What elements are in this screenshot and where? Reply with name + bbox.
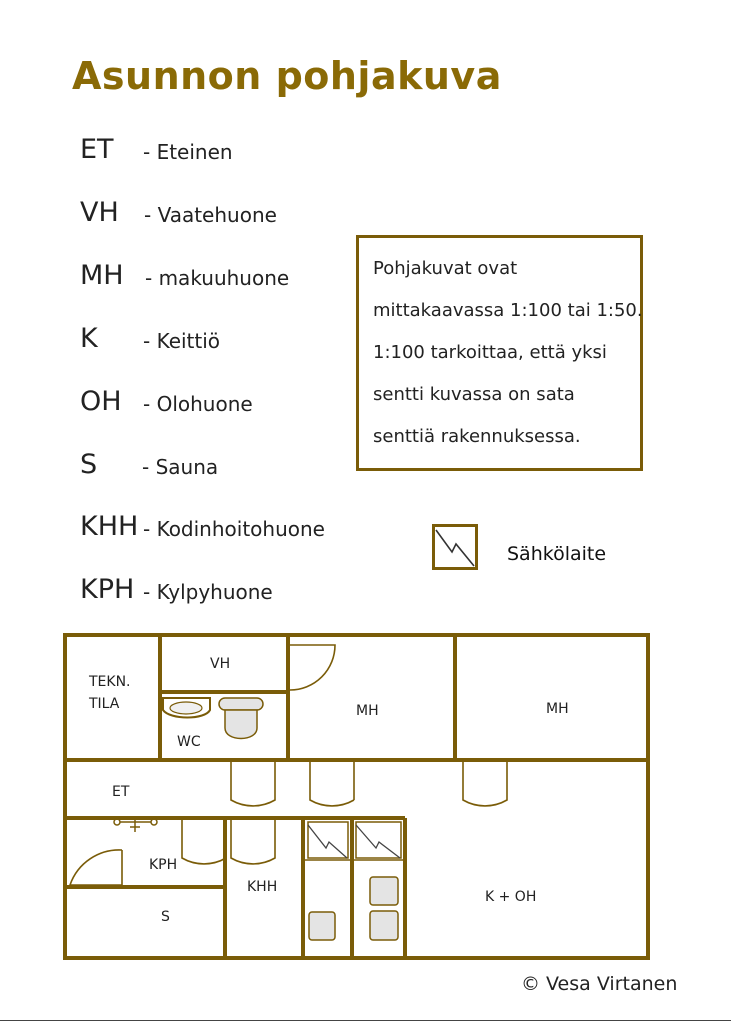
- room-label-mh: MH: [546, 701, 569, 717]
- legend-desc: - Kylpyhuone: [143, 580, 273, 604]
- legend-desc: - Kodinhoitohuone: [143, 517, 325, 541]
- scale-note-line: sentti kuvassa on sata: [373, 384, 575, 405]
- legend-desc: - Sauna: [142, 455, 219, 479]
- room-label-k-oh: K + OH: [485, 889, 537, 905]
- legend-abbr: K: [80, 323, 98, 354]
- legend-abbr: VH: [80, 197, 119, 228]
- legend-desc: - makuuhuone: [145, 266, 290, 290]
- legend-desc: - Keittiö: [143, 329, 221, 353]
- legend-abbr: ET: [80, 134, 114, 165]
- room-label-khh: KHH: [247, 879, 278, 895]
- copyright-text: © Vesa Virtanen: [521, 973, 678, 995]
- toilet-icon: [219, 698, 263, 739]
- legend-abbr: KPH: [80, 574, 135, 605]
- room-label-et: ET: [112, 784, 130, 800]
- electrical-device-label: Sähkölaite: [507, 543, 607, 565]
- floor-plan-walls: [65, 635, 648, 958]
- legend-desc: - Olohuone: [143, 392, 253, 416]
- legend-abbr: S: [80, 449, 98, 480]
- scale-note-line: Pohjakuvat ovat: [373, 258, 518, 279]
- legend-abbr: MH: [80, 260, 124, 291]
- room-label-mh: MH: [356, 703, 379, 719]
- room-label-tekn: TEKN.: [89, 674, 131, 690]
- legend-abbr: OH: [80, 386, 122, 417]
- room-label-s: S: [161, 909, 170, 925]
- room-label-wc: WC: [177, 734, 201, 750]
- scale-note-line: 1:100 tarkoittaa, että yksi: [373, 342, 607, 363]
- legend-abbr: KHH: [80, 511, 139, 542]
- scale-note-line: mittakaavassa 1:100 tai 1:50.: [373, 300, 643, 321]
- shower-icon: [114, 818, 157, 832]
- legend-desc: - Eteinen: [143, 140, 233, 164]
- room-label-vh: VH: [210, 656, 231, 672]
- legend-desc: - Vaatehuone: [144, 203, 277, 227]
- room-label-tila: TILA: [89, 696, 120, 712]
- room-label-kph: KPH: [149, 857, 178, 873]
- bottom-divider: [0, 1020, 731, 1021]
- sink-icon: [163, 698, 210, 718]
- scale-note-line: senttiä rakennuksessa.: [373, 426, 581, 447]
- page-title: Asunnon pohjakuva: [72, 54, 502, 98]
